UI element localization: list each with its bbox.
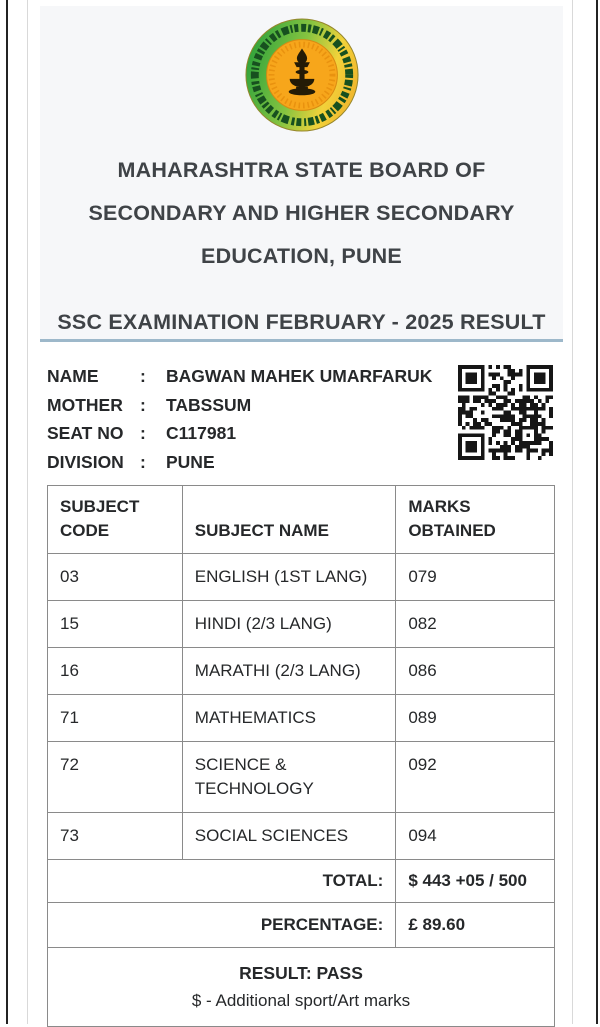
total-row	[48, 860, 555, 903]
result-cell	[48, 948, 555, 1027]
col-header-subject-code: SUBJECT CODE	[48, 486, 183, 554]
percentage-row	[48, 903, 555, 948]
board-name-line: SECONDARY AND HIGHER SECONDARY	[88, 201, 515, 225]
field-label: MOTHER	[47, 394, 123, 415]
board-name-line: EDUCATION, PUNE	[201, 244, 402, 268]
right-outer-border-line	[596, 0, 598, 1024]
field-colon: :	[140, 366, 146, 386]
subject-name: MARATHI (2/3 LANG)	[182, 648, 396, 695]
header-card	[40, 6, 563, 342]
total-value: $ 443 +05 / 500	[396, 860, 555, 903]
field-label: DIVISION	[47, 451, 124, 472]
table-row	[48, 695, 555, 742]
subject-name: SOCIAL SCIENCES	[182, 813, 396, 860]
student-info-section	[47, 362, 555, 474]
board-logo-icon	[243, 16, 361, 134]
seat-no-value: C117981	[166, 423, 237, 443]
subject-marks: 079	[396, 554, 555, 601]
table-row	[48, 648, 555, 695]
right-inner-border-line	[572, 0, 573, 1024]
field-colon: :	[140, 451, 146, 472]
subject-code: 15	[48, 601, 183, 648]
col-header-subject-name: SUBJECT NAME	[182, 486, 396, 554]
result-row	[48, 948, 555, 1027]
board-name-line: MAHARASHTRA STATE BOARD OF	[117, 158, 486, 182]
total-label: TOTAL:	[48, 860, 396, 903]
subject-name: SCIENCE & TECHNOLOGY	[182, 742, 396, 813]
exam-title: SSC EXAMINATION FEBRUARY - 2025 RESULT	[57, 310, 546, 334]
col-header-marks-obtained: MARKS OBTAINED	[396, 486, 555, 554]
subject-marks: 092	[396, 742, 555, 813]
marks-footnote: $ - Additional sport/Art marks	[191, 991, 411, 1010]
field-colon: :	[140, 394, 146, 415]
table-row	[48, 813, 555, 860]
subject-code: 73	[48, 813, 183, 860]
subject-name: HINDI (2/3 LANG)	[182, 601, 396, 648]
table-header-row	[48, 486, 555, 554]
subject-code: 03	[48, 554, 183, 601]
qr-code-icon	[458, 365, 553, 460]
student-name-value: BAGWAN MAHEK UMARFARUK	[166, 366, 433, 386]
percentage-value: £ 89.60	[396, 903, 555, 948]
table-row	[48, 601, 555, 648]
division-value: PUNE	[166, 451, 215, 472]
board-name	[88, 149, 514, 278]
field-colon: :	[140, 423, 146, 443]
percentage-label: PERCENTAGE:	[48, 903, 396, 948]
subject-marks: 082	[396, 601, 555, 648]
subject-code: 72	[48, 742, 183, 813]
marks-table	[47, 485, 555, 1027]
field-label: SEAT NO	[47, 423, 124, 443]
subject-marks: 089	[396, 695, 555, 742]
mother-name-value: TABSSUM	[166, 394, 252, 415]
subject-code: 71	[48, 695, 183, 742]
table-row	[48, 742, 555, 813]
table-row	[48, 554, 555, 601]
field-label: NAME	[47, 366, 99, 386]
result-status: RESULT: PASS	[239, 963, 363, 983]
subject-marks: 094	[396, 813, 555, 860]
left-inner-border-line	[27, 0, 28, 1024]
subject-name: MATHEMATICS	[182, 695, 396, 742]
subject-code: 16	[48, 648, 183, 695]
subject-name: ENGLISH (1ST LANG)	[182, 554, 396, 601]
subject-marks: 086	[396, 648, 555, 695]
left-outer-border-line	[6, 0, 8, 1024]
